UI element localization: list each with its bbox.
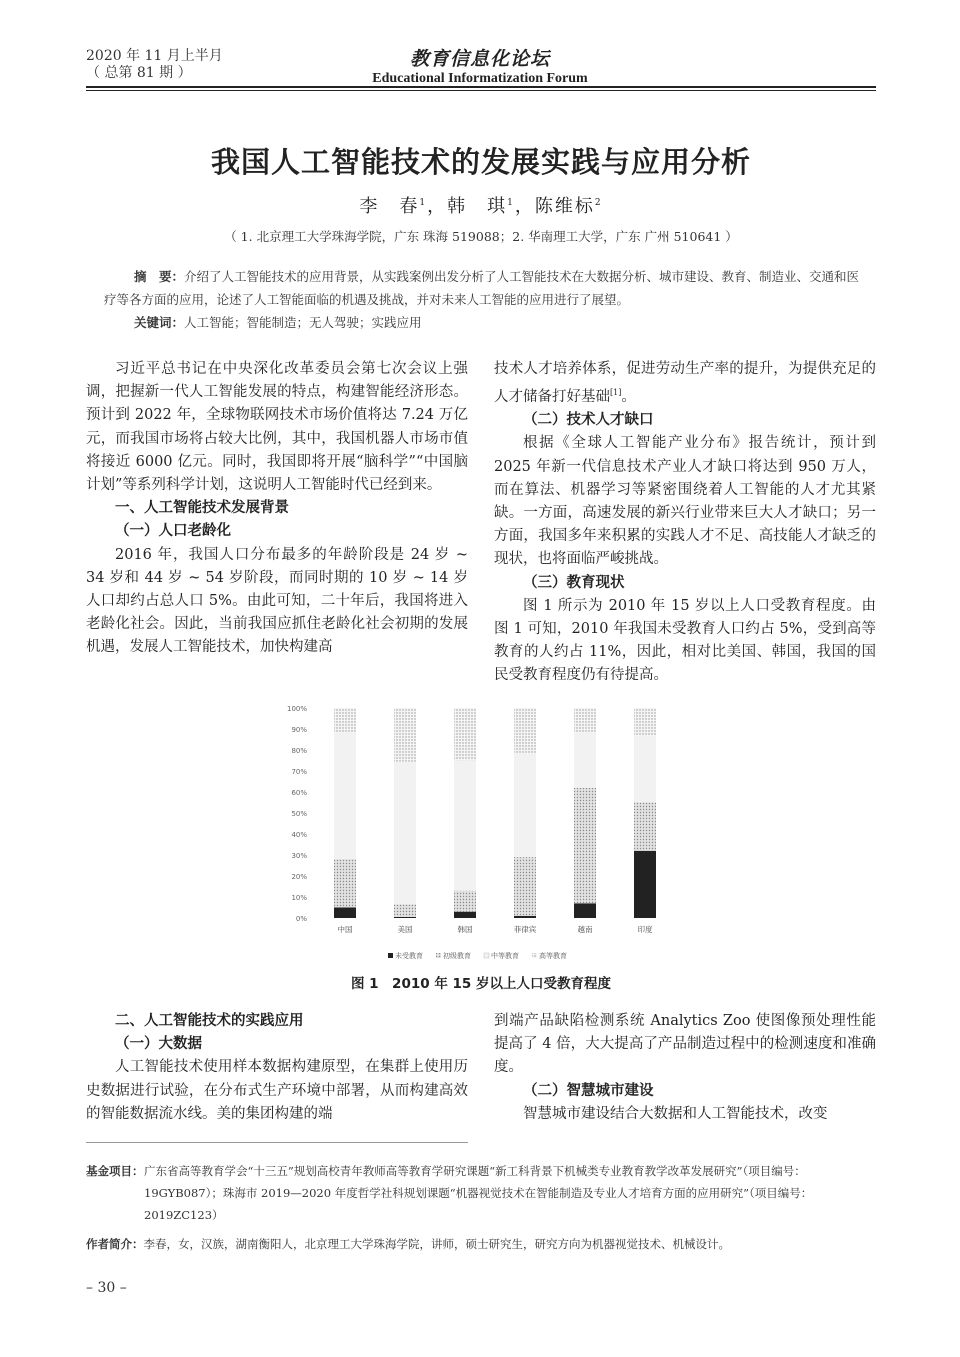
bar-segment-1 <box>394 904 416 917</box>
page-number: – 30 – <box>86 1280 127 1296</box>
x-tick-label: 美国 <box>397 925 413 934</box>
funding-note <box>86 1160 876 1226</box>
bar-segment-1 <box>334 859 356 907</box>
affiliations: （ 1. 北京理工大学珠海学院，广东 珠海 519088；2. 华南理工大学，广东 广州 510641 ） <box>224 229 738 244</box>
body-paragraph: 根据《全球人工智能产业分布》报告统计，预计到 2025 年新一代信息技术产业人才缺口将达到 950 万人，而在算法、机器学习等紧密围绕着人工智能的人才尤其紧缺。一方面，高速发展的新兴行业带来巨大人才缺口；另一方面，我国多年来积累的实践人才不足、高技能人才缺乏的现状，也将面临严峻挑战。 <box>494 435 876 568</box>
bar-segment-3 <box>514 708 536 754</box>
author-name: 李 春 <box>359 196 420 217</box>
bar-segment-2 <box>334 733 356 859</box>
subsection-heading: （二）技术人才缺口 <box>523 412 654 429</box>
abstract-text: 介绍了人工智能技术的应用背景，从实践案例出发分析了人工智能技术在大数据分析、城市建设、教育、制造业、交通和医疗等各方面的应用，论述了人工智能面临的机遇及挑战，并对未来人工智能的应用进行了展望。 <box>104 269 860 307</box>
author-affil-mark: 2 <box>594 198 603 208</box>
bar-segment-1 <box>514 857 536 916</box>
intro-paragraph: 习近平总书记在中央深化改革委员会第七次会议上强调，把握新一代人工智能发展的特点，构建智能经济形态。预计到 2022 年，全球物联网技术市场价值将达 7.24 万亿元，而我国市场将占较大比例，其中，我国机器人市场市值将接近 6000 亿元。同时，我国即将开展“脑科学”“中国脑计划”等系列科学计划，这说明人工智能时代已经到来。 <box>86 361 468 494</box>
bio-label: 作者简介： <box>86 1237 144 1251</box>
bar-segment-1 <box>634 803 656 851</box>
paper-title: 我国人工智能技术的发展实践与应用分析 <box>210 145 751 179</box>
body-column-left-lower <box>86 1010 468 1126</box>
bar-segment-1 <box>454 891 476 912</box>
bar-segment-0 <box>334 908 356 919</box>
y-tick-label: 60% <box>291 789 307 797</box>
subsection-heading: （三）教育现状 <box>523 574 625 591</box>
y-tick-label: 30% <box>291 852 307 860</box>
funding-text: 广东省高等教育学会“十三五”规划高校青年教师高等教育学研究课题“新工科背景下机械类专业教育教学改革发展研究”（项目编号：19GYB087）；珠海市 2019—2020 年度哲学社科规划课题“机器视觉技术在智能制造及专业人才培育方面的应用研究”（项目编号：2019ZC123） <box>144 1164 813 1222</box>
y-tick-label: 20% <box>291 873 307 881</box>
bar-segment-3 <box>394 708 416 762</box>
author-affil-mark: 1 <box>419 198 428 208</box>
bar-segment-2 <box>514 754 536 857</box>
keywords <box>134 313 422 331</box>
body-text: 技术人才培养体系，促进劳动生产率的提升，为提供充足的人才储备打好基础 <box>494 361 876 406</box>
subsection-heading: （一）大数据 <box>115 1036 202 1053</box>
section-heading: 二、人工智能技术的实践应用 <box>115 1013 304 1029</box>
y-tick-label: 80% <box>291 747 307 755</box>
bar-segment-2 <box>574 733 596 788</box>
x-tick-label: 菲律宾 <box>513 925 537 934</box>
bar-segment-1 <box>574 788 596 904</box>
bar-segment-3 <box>454 708 476 761</box>
section-heading: 一、人工智能技术发展背景 <box>115 500 289 517</box>
legend-label: 未受教育 <box>395 952 423 960</box>
abstract-label: 摘 要： <box>134 269 185 284</box>
y-tick-label: 70% <box>291 768 307 776</box>
author-bio <box>86 1236 876 1252</box>
y-tick-label: 40% <box>291 831 307 839</box>
y-tick-label: 50% <box>291 810 307 818</box>
footnote-rule <box>86 1142 468 1143</box>
keywords-text: 人工智能；智能制造；无人驾驶；实践应用 <box>184 315 422 330</box>
header-rule-thick <box>86 86 876 88</box>
x-tick-label: 印度 <box>637 925 653 934</box>
y-tick-label: 90% <box>291 726 307 734</box>
body-text-end: 。 <box>621 389 636 406</box>
bar-segment-0 <box>514 916 536 918</box>
legend-swatch <box>388 953 393 958</box>
legend-label: 初级教育 <box>443 952 471 960</box>
author-name: 韩 琪 <box>447 196 508 217</box>
body-paragraph: 人工智能技术使用样本数据构建原型，在集群上使用历史数据进行试验，在分布式生产环境中部署，从而构建高效的智能数据流水线。美的集团构建的端 <box>86 1059 468 1122</box>
body-paragraph: 智慧城市建设结合大数据和人工智能技术，改变 <box>523 1105 828 1122</box>
x-tick-label: 越南 <box>577 925 593 934</box>
bar-segment-0 <box>394 917 416 918</box>
x-tick-label: 中国 <box>337 925 353 934</box>
body-column-left <box>86 358 468 660</box>
body-paragraph: 图 1 所示为 2010 年 15 岁以上人口受教育程度。由图 1 可知，2010 年我国未受教育人口约占 5%，受到高等教育的人约占 11%，因此，相对比美国、韩国，我国的国民受教育程度仍有待提高。 <box>494 597 876 684</box>
body-column-right-lower <box>494 1010 876 1126</box>
legend-label: 高等教育 <box>539 952 567 960</box>
journal-name-en: Educational Informatization Forum <box>372 71 588 86</box>
journal-name-cn: 教育信息化论坛 <box>409 48 550 70</box>
legend-swatch <box>484 953 489 958</box>
figure-caption: 图 1 2010 年 15 岁以上人口受教育程度 <box>350 976 612 992</box>
bar-segment-3 <box>574 708 596 733</box>
funding-label: 基金项目： <box>86 1164 144 1178</box>
education-chart <box>270 700 690 1000</box>
issue-info <box>86 48 223 82</box>
author-list: 李 春$^1$，韩 琪$^1$，陈维标$^2$ <box>359 196 603 217</box>
subsection-heading: （二）智慧城市建设 <box>523 1082 654 1099</box>
bar-segment-0 <box>574 903 596 918</box>
body-paragraph: 到端产品缺陷检测系统 Analytics Zoo 使图像预处理性能提高了 4 倍，大大提高了产品制造过程中的检测速度和准确度。 <box>494 1013 876 1076</box>
x-tick-label: 韩国 <box>457 925 473 934</box>
legend-swatch <box>532 953 537 958</box>
bar-segment-2 <box>634 735 656 802</box>
bar-segment-3 <box>634 708 656 735</box>
body-paragraph <box>494 358 876 409</box>
author-affil-mark: 1 <box>507 198 515 208</box>
legend-swatch <box>436 953 441 958</box>
body-paragraph: 2016 年，我国人口分布最多的年龄阶段是 24 岁 ~ 34 岁和 44 岁 ~ 54 岁阶段，而同时期的 10 岁 ~ 14 岁人口却约占总人口 5%。由此可知，二十年后，我国将进入老龄化社会。因此，当前我国应抓住老龄化社会初期的发展机遇，发展人工智能技术，加快构建高 <box>86 546 468 656</box>
bar-segment-2 <box>454 761 476 891</box>
abstract <box>104 265 864 311</box>
y-tick-label: 100% <box>286 705 307 713</box>
issue-date: 2020 年 11 月上半月 <box>86 48 223 64</box>
author-name: 陈维标 <box>534 196 595 217</box>
legend-label: 中等教育 <box>491 952 519 960</box>
subsection-heading: （一）人口老龄化 <box>115 523 231 540</box>
header-rule-thin <box>86 90 876 91</box>
y-tick-label: 10% <box>291 894 307 902</box>
citation: [1] <box>610 388 622 398</box>
bar-segment-2 <box>394 762 416 905</box>
body-column-right <box>494 358 876 688</box>
issue-number: （ 总第 81 期 ） <box>86 65 192 81</box>
bar-segment-0 <box>634 851 656 918</box>
bar-segment-0 <box>454 912 476 918</box>
journal-masthead <box>350 44 610 87</box>
keywords-label: 关键词： <box>134 315 185 330</box>
bar-segment-3 <box>334 708 356 733</box>
y-tick-label: 0% <box>295 915 307 923</box>
bio-text: 李春，女，汉族，湖南衡阳人，北京理工大学珠海学院，讲师，硕士研究生，研究方向为机器视觉技术、机械设计。 <box>143 1237 730 1251</box>
